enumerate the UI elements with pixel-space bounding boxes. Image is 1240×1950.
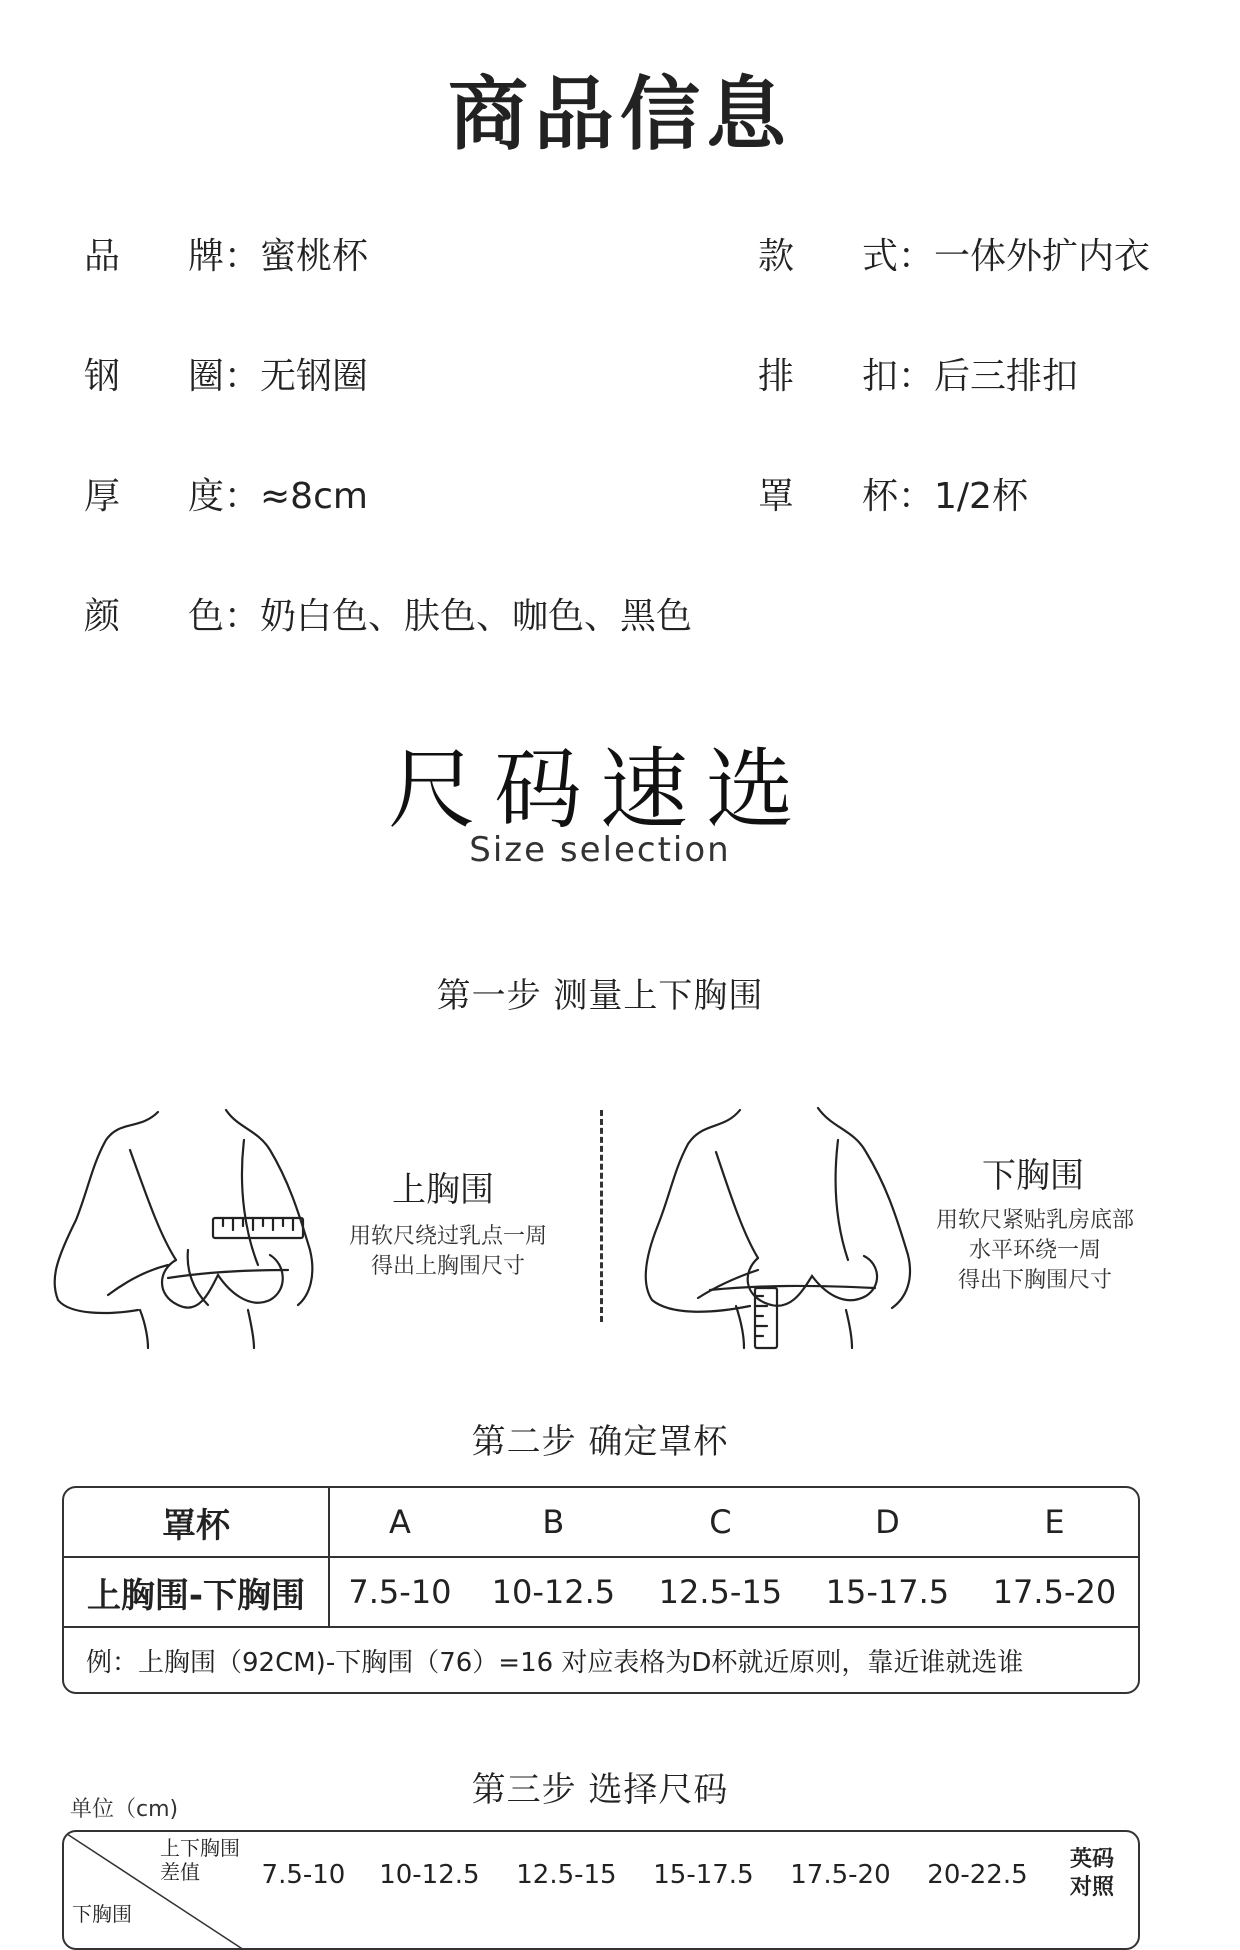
info-style-label (758, 228, 1150, 279)
size-range: 15-17.5 (653, 1860, 754, 1890)
info-color-value: 奶白色、肤色、咖色、黑色 (260, 596, 693, 637)
cup-header-label: 罩杯 (64, 1488, 330, 1558)
info-label-char: 牌： (188, 236, 261, 277)
info-hooks-label (758, 348, 1078, 399)
size-table (62, 1830, 1140, 1950)
info-label-char: 品 (84, 236, 121, 277)
diag-top-line: 上下胸围 (160, 1836, 240, 1860)
upper-bust-desc-line: 得出上胸围尺寸 (370, 1254, 525, 1279)
cup-diff-value: 10-12.5 (470, 1558, 637, 1628)
diag-top-line: 差值 (160, 1860, 200, 1884)
measure-divider (600, 1110, 603, 1322)
cup-table (62, 1486, 1140, 1694)
info-cup-label (758, 468, 1028, 519)
lower-bust-title: 下胸围 (982, 1156, 1084, 1196)
cup-example-text: 例：上胸围（92CM)-下胸围（76）=16 对应表格为D杯就近原则，靠近谁就选谁 (86, 1647, 1024, 1678)
size-selection-title: 尺码速选 (387, 738, 812, 841)
info-hooks-value: 后三排扣 (934, 356, 1079, 397)
upper-bust-desc-line: 用软尺绕过乳点一周 (348, 1224, 547, 1249)
step2-heading: 第二步 确定罩杯 (471, 1422, 729, 1462)
info-label-char: 厚 (84, 476, 121, 517)
upper-bust-desc (318, 1222, 578, 1282)
info-label-char: 度： (188, 476, 261, 517)
upper-bust-illustration (48, 1100, 318, 1350)
lower-bust-desc-line: 水平环绕一周 (968, 1238, 1101, 1263)
lower-bust-desc-line: 用软尺紧贴乳房底部 (935, 1208, 1134, 1233)
info-label-char: 颜 (84, 596, 121, 637)
lower-bust-desc-line: 得出下胸围尺寸 (957, 1268, 1112, 1293)
step3-heading: 第三步 选择尺码 (471, 1770, 729, 1810)
info-brand-value: 蜜桃杯 (260, 236, 369, 277)
cup-letter: D (804, 1488, 971, 1558)
info-label-char: 杯： (862, 476, 935, 517)
cup-diff-value: 12.5-15 (637, 1558, 804, 1628)
size-range: 12.5-15 (516, 1860, 617, 1890)
info-underwire-value: 无钢圈 (260, 356, 369, 397)
info-label-char: 款 (758, 236, 795, 277)
step1-heading: 第一步 测量上下胸围 (436, 976, 764, 1016)
size-diag-header (64, 1832, 246, 1948)
info-label-char: 圈： (188, 356, 261, 397)
cup-diff-value: 15-17.5 (804, 1558, 971, 1628)
diag-bottom-text: 下胸围 (72, 1902, 132, 1926)
size-range: 7.5-10 (261, 1860, 346, 1890)
uk-label-line: 对照 (1069, 1875, 1114, 1900)
info-label-char: 钢 (84, 356, 121, 397)
product-info-title: 商品信息 (448, 68, 792, 161)
uk-label-line: 英码 (1069, 1847, 1114, 1872)
info-label-char: 色： (188, 596, 261, 637)
lower-bust-desc (910, 1206, 1160, 1296)
cup-diff-row (64, 1558, 1138, 1628)
size-range: 20-22.5 (927, 1860, 1028, 1890)
cup-diff-value: 17.5-20 (971, 1558, 1138, 1628)
info-thickness-value: ≈8cm (260, 476, 368, 517)
cup-header-row (64, 1488, 1138, 1558)
unit-label: 单位（cm) (70, 1797, 179, 1822)
cup-letter: C (637, 1488, 804, 1558)
info-label-char: 罩 (758, 476, 795, 517)
upper-bust-title: 上胸围 (392, 1170, 494, 1210)
info-color-label (84, 588, 692, 639)
info-underwire-label (84, 348, 368, 399)
diag-top-text (160, 1836, 240, 1884)
cup-letter: A (330, 1488, 470, 1558)
size-range: 17.5-20 (790, 1860, 891, 1890)
info-style-value: 一体外扩内衣 (934, 236, 1151, 277)
info-cup-value: 1/2杯 (934, 476, 1028, 517)
lower-bust-illustration (640, 1100, 920, 1350)
cup-letter: E (971, 1488, 1138, 1558)
size-selection-subtitle: Size selection (469, 830, 731, 870)
info-label-char: 扣： (862, 356, 935, 397)
size-header-row (64, 1832, 1138, 1948)
info-thickness-label (84, 468, 368, 519)
info-label-char: 排 (758, 356, 795, 397)
cup-diff-label: 上胸围-下胸围 (64, 1558, 330, 1628)
cup-diff-value: 7.5-10 (330, 1558, 470, 1628)
info-label-char: 式： (862, 236, 935, 277)
cup-example-row (64, 1628, 1138, 1692)
info-brand-label (84, 228, 368, 279)
cup-letter: B (470, 1488, 637, 1558)
uk-size-header (1046, 1832, 1138, 1948)
size-range: 10-12.5 (379, 1860, 480, 1890)
